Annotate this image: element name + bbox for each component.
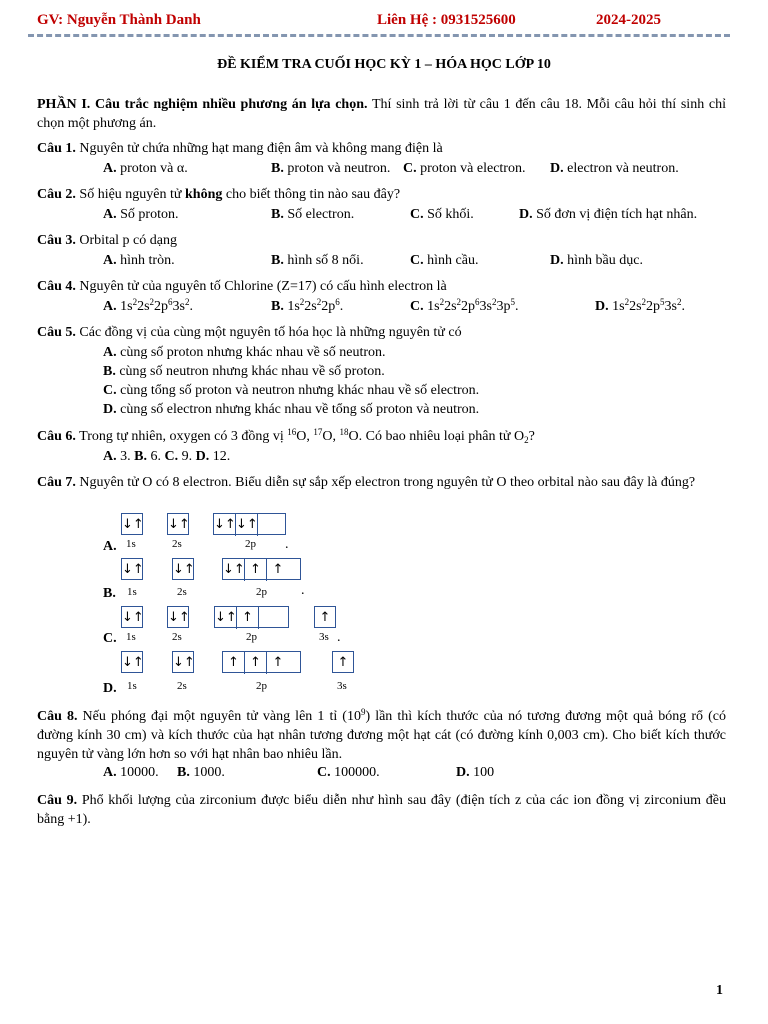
question-8: Câu 8. Nếu phóng đại một nguyên tử vàng lên 1 tỉ $(10^9)$ lần thì kích thước của nó tương đương một quả bóng rổ (có đường kính 30 cm) và kích thước của hạt nhân tương đương một hạt cát (có đường kính 0,003 cm). Cho biết kích thước nguyên tử vàng lớn hơn so với hạt nhân bao nhiêu lần. xyxy=(37,707,726,762)
q8-option-a[interactable]: A. 10000. xyxy=(103,765,159,780)
q1-option-b[interactable]: B. proton và neutron. xyxy=(271,161,391,176)
q5-option-b[interactable]: B. cùng số neutron nhưng khác nhau về số proton. xyxy=(103,364,385,379)
exam-title: ĐỀ KIỂM TRA CUỐI HỌC KỲ 1 – HÓA HỌC LỚP 10 xyxy=(217,57,551,72)
q2-option-b[interactable]: B. Số electron. xyxy=(271,207,355,222)
question-5: Câu 5. Các đồng vị của cùng một nguyên tố hóa học là những nguyên tử có xyxy=(37,325,462,340)
q6-options[interactable]: A. 3. B. 6. C. 9. D. 12. xyxy=(103,449,231,464)
q3-option-b[interactable]: B. hình số 8 nổi. xyxy=(271,253,364,268)
q8-option-c[interactable]: C. 100000. xyxy=(317,765,380,780)
q2-option-d[interactable]: D. Số đơn vị điện tích hạt nhân. xyxy=(519,207,698,222)
q3-option-d[interactable]: D. hình bầu dục. xyxy=(550,253,643,268)
q2-option-a[interactable]: A. Số proton. xyxy=(103,207,179,222)
q1-option-d[interactable]: D. electron và neutron. xyxy=(550,161,679,176)
question-9: Câu 9. Phổ khối lượng của zirconium được biểu diễn như hình sau đây (điện tích z của các ion đồng vị zirconium đều bằng +1). xyxy=(37,793,726,827)
q4-option-b[interactable]: B. $1s^22s^22p^6$. xyxy=(271,297,344,314)
q1-option-a[interactable]: A. proton và α. xyxy=(103,161,188,176)
q5-option-d[interactable]: D. cùng số electron nhưng khác nhau về tổng số proton và neutron. xyxy=(103,402,480,417)
part1-instruction: PHẦN I. Câu trắc nghiệm nhiều phương án lựa chọn. Thí sinh trả lời từ câu 1 đến câu 18. Mỗi câu hỏi thí sinh chỉ chọn một phương án. xyxy=(37,97,726,131)
question-4: Câu 4. Nguyên tử của nguyên tố Chlorine (Z=17) có cấu hình electron là xyxy=(37,279,447,294)
q8-option-b[interactable]: B. 1000. xyxy=(177,765,225,780)
question-7: Câu 7. Nguyên tử O có 8 electron. Biểu diễn sự sắp xếp electron trong nguyên tử O theo orbital nào sau đây là đúng? xyxy=(37,475,696,490)
q1-option-c[interactable]: C. proton và electron. xyxy=(403,161,526,176)
page-number: 1 xyxy=(716,983,723,998)
q8-option-d[interactable]: D. 100 xyxy=(456,765,495,780)
q5-option-a[interactable]: A. cùng số proton nhưng khác nhau về số neutron. xyxy=(103,345,386,360)
question-6: Câu 6. Trong tự nhiên, oxygen có 3 đồng vị $^{16}$O, $^{17}$O, $^{18}$O. Có bao nhiêu loại phân tử $O_2$? xyxy=(37,427,535,445)
question-1: Câu 1. Nguyên tử chứa những hạt mang điện âm và không mang điện là xyxy=(37,141,443,156)
q2-option-c[interactable]: C. Số khối. xyxy=(410,207,474,222)
question-3: Câu 3. Orbital p có dạng xyxy=(37,233,177,248)
question-2: Câu 2. Số hiệu nguyên tử không cho biết thông tin nào sau đây? xyxy=(37,187,401,202)
q4-option-a[interactable]: A. $1s^22s^22p^63s^2$. xyxy=(103,297,193,314)
header-divider xyxy=(28,34,730,37)
q5-option-c[interactable]: C. cùng tổng số proton và neutron nhưng khác nhau về số electron. xyxy=(103,383,480,398)
q3-option-c[interactable]: C. hình cầu. xyxy=(410,253,479,268)
q3-option-a[interactable]: A. hình tròn. xyxy=(103,253,175,268)
q4-option-d[interactable]: D. $1s^22s^22p^53s^2$. xyxy=(595,297,685,314)
q4-option-c[interactable]: C. $1s^22s^22p^63s^23p^5$. xyxy=(410,297,519,314)
teacher-name: GV: Nguyễn Thành Danh xyxy=(37,12,201,28)
school-year: 2024-2025 xyxy=(596,12,661,28)
contact-info: Liên Hệ : 0931525600 xyxy=(377,12,516,28)
